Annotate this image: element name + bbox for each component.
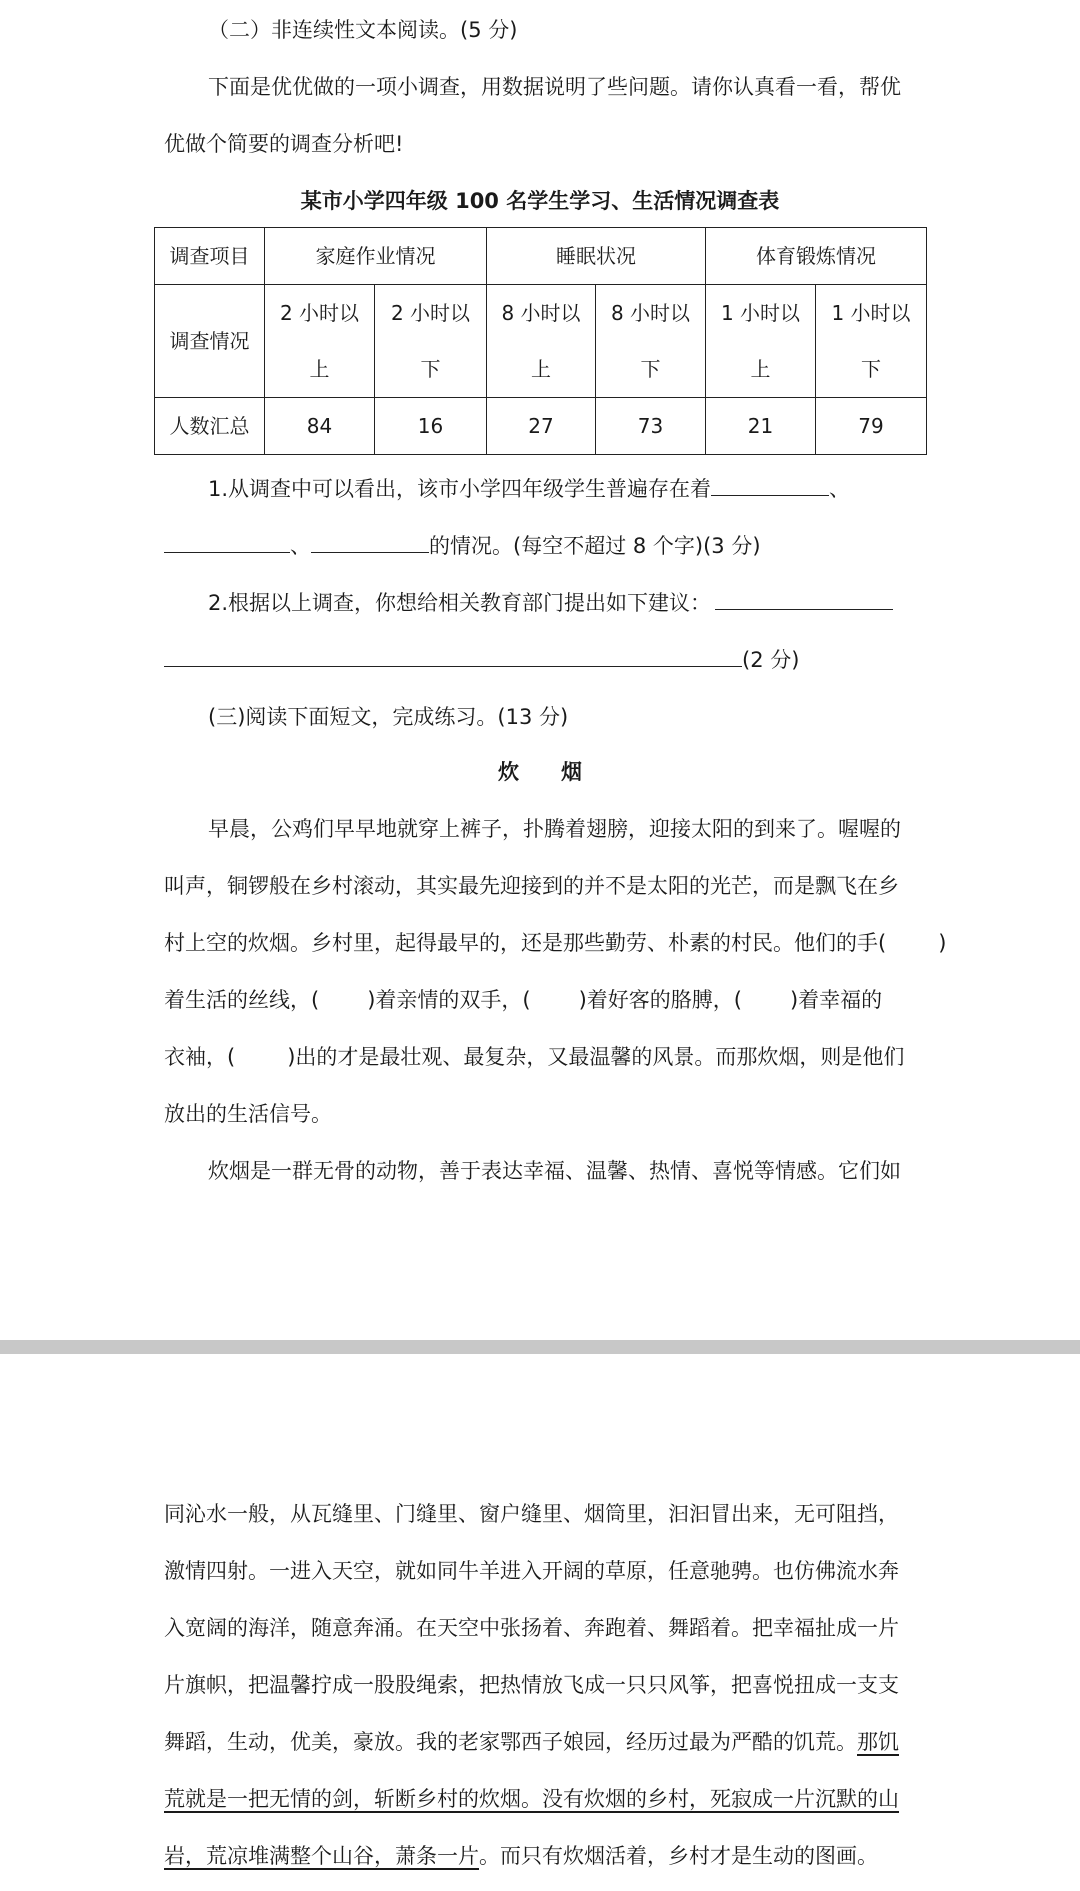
condition-cell: 1 小时以 上 [706, 285, 816, 398]
table-totals-row [155, 398, 927, 455]
passage-line: 同沁水一般，从瓦缝里、门缝里、窗户缝里、烟筒里，汩汩冒出来，无可阻挡， [164, 1502, 899, 1526]
header-item-label: 调查项目 [155, 228, 265, 285]
section2-heading: （二）非连续性文本阅读。(5 分) [208, 18, 518, 42]
passage-line: 片旗帜，把温馨拧成一股股绳索，把热情放飞成一只只风筝，把喜悦扭成一支支 [164, 1673, 899, 1697]
header-exercise: 体育锻炼情况 [706, 228, 927, 285]
passage-line: 着生活的丝线，( )着亲情的双手，( )着好客的胳膊，( )着幸福的 [164, 988, 883, 1012]
passage-line: 激情四射。一进入天空，就如同牛羊进入开阔的草原，任意驰骋。也仿佛流水奔 [164, 1559, 899, 1583]
total-value: 27 [487, 398, 596, 455]
page-divider [0, 1340, 1080, 1354]
table-title: 某市小学四年级 100 名学生学习、生活情况调查表 [300, 189, 780, 213]
passage-line: 岩，荒凉堆满整个山谷，萧条一片。而只有炊烟活着，乡村才是生动的图画。 [164, 1844, 878, 1868]
passage-line: 早晨，公鸡们早早地就穿上裤子，扑腾着翅膀，迎接太阳的到来了。喔喔的 [208, 817, 901, 841]
total-value: 84 [265, 398, 375, 455]
condition-cell: 2 小时以 下 [375, 285, 487, 398]
answer-blank[interactable] [164, 530, 290, 553]
total-value: 21 [706, 398, 816, 455]
condition-cell: 8 小时以 上 [487, 285, 596, 398]
question-1-line2: 、 的情况。(每空不超过 8 个字)(3 分) [164, 530, 761, 560]
passage-title: 炊 烟 [498, 760, 582, 784]
answer-blank[interactable] [311, 530, 429, 553]
header-sleep: 睡眠状况 [487, 228, 706, 285]
table-conditions-row [155, 285, 927, 398]
passage-line: 入宽阔的海洋，随意奔涌。在天空中张扬着、奔跑着、舞蹈着。把幸福扯成一片 [164, 1616, 899, 1640]
underlined-sentence: 岩，荒凉堆满整个山谷，萧条一片 [164, 1844, 479, 1868]
section3-heading: (三)阅读下面短文，完成练习。(13 分) [208, 705, 569, 729]
survey-table [154, 227, 927, 455]
conditions-label: 调查情况 [155, 285, 265, 398]
passage-line [164, 1783, 899, 1813]
question-2-line2: (2 分) [164, 644, 799, 674]
condition-cell: 8 小时以 下 [596, 285, 706, 398]
totals-label: 人数汇总 [155, 398, 265, 455]
total-value: 16 [375, 398, 487, 455]
answer-blank[interactable] [711, 473, 829, 496]
question-1-line1: 1.从调查中可以看出，该市小学四年级学生普遍存在着 、 [208, 473, 850, 503]
passage-line: 村上空的炊烟。乡村里，起得最早的，还是那些勤劳、朴素的村民。他们的手( ) [164, 931, 947, 955]
total-value: 79 [816, 398, 927, 455]
answer-blank[interactable] [715, 587, 893, 610]
table-header-row [155, 228, 927, 285]
passage-line: 舞蹈，生动，优美，豪放。我的老家鄂西子娘园，经历过最为严酷的饥荒。那饥 [164, 1730, 899, 1754]
condition-cell: 1 小时以 下 [816, 285, 927, 398]
passage-line: 衣袖，( )出的才是最壮观、最复杂，又最温馨的风景。而那炊烟，则是他们 [164, 1045, 905, 1069]
section2-intro-line2: 优做个简要的调查分析吧! [164, 132, 404, 156]
answer-blank[interactable] [164, 644, 742, 667]
header-homework: 家庭作业情况 [265, 228, 487, 285]
passage-line: 放出的生活信号。 [164, 1102, 332, 1126]
question-2-line1: 2.根据以上调查，你想给相关教育部门提出如下建议： [208, 587, 893, 617]
passage-line: 炊烟是一群无骨的动物，善于表达幸福、温馨、热情、喜悦等情感。它们如 [208, 1159, 901, 1183]
passage-line: 叫声，铜锣般在乡村滚动，其实最先迎接到的并不是太阳的光芒，而是飘飞在乡 [164, 874, 899, 898]
section2-intro-line1: 下面是优优做的一项小调查，用数据说明了些问题。请你认真看一看，帮优 [208, 75, 901, 99]
total-value: 73 [596, 398, 706, 455]
underlined-sentence: 荒就是一把无情的剑，斩断乡村的炊烟。没有炊烟的乡村，死寂成一片沉默的山 [164, 1787, 899, 1811]
condition-cell: 2 小时以 上 [265, 285, 375, 398]
underlined-sentence: 那饥 [857, 1730, 899, 1754]
